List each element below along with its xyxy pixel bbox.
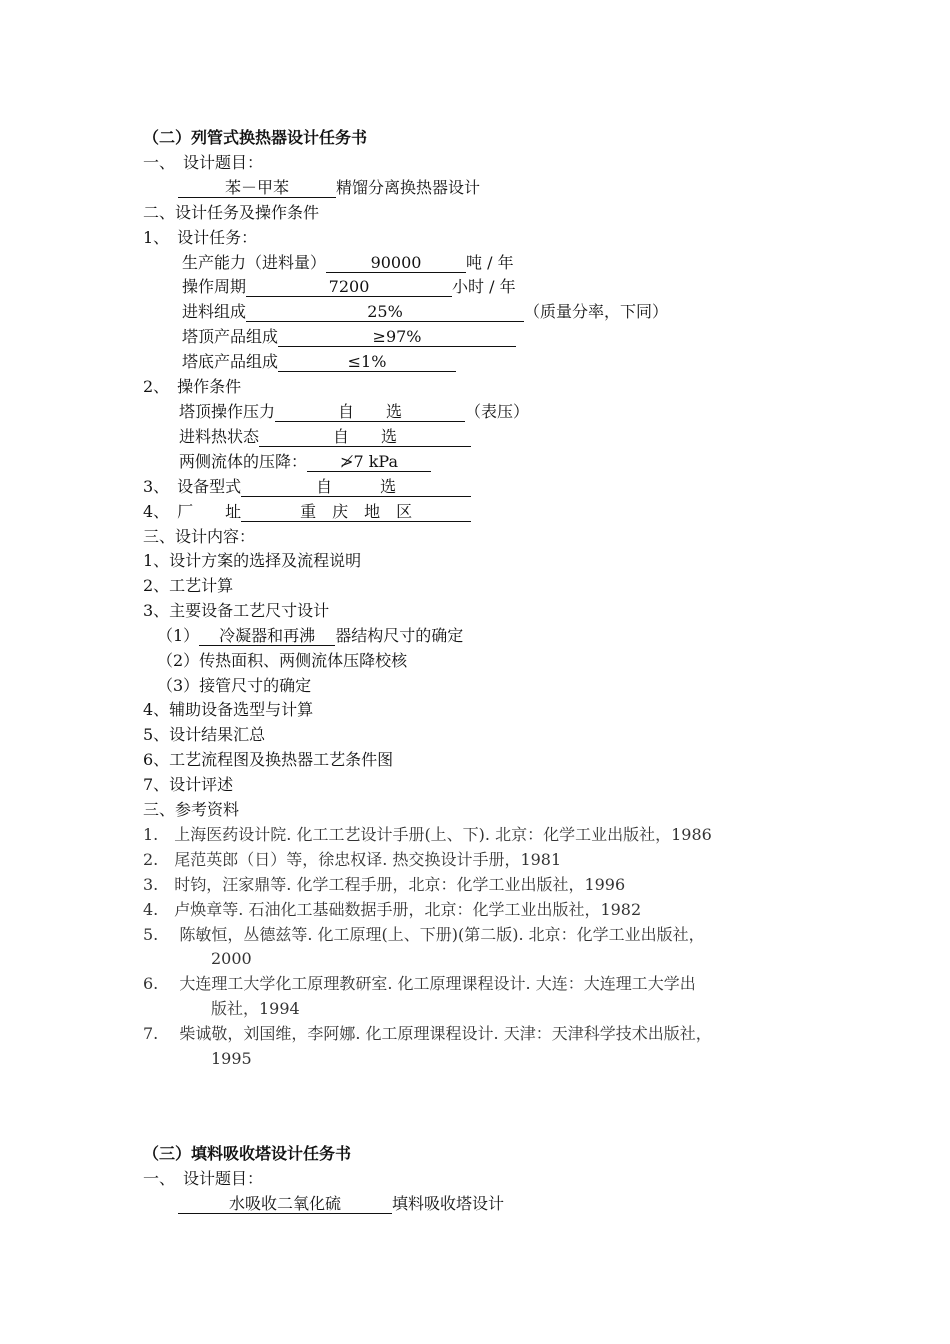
content-item: 4、辅助设备选型与计算 — [143, 700, 314, 719]
capacity-unit: 吨 / 年 — [466, 253, 514, 272]
bottom-value: ≤1% — [278, 352, 456, 372]
task1-label: 1、 设计任务： — [143, 228, 258, 247]
task3-label: 3、 设备型式 — [143, 477, 242, 496]
drop-value: ≯7 kPa — [307, 452, 431, 472]
content-item: 5、设计结果汇总 — [143, 725, 266, 744]
reference-item: 6. 大连理工大学化工原理教研室. 化工原理课程设计. 大连：大连理工大学出 — [143, 974, 696, 993]
task3-line — [143, 477, 471, 497]
capacity-value: 90000 — [326, 253, 466, 273]
top-line — [182, 327, 516, 347]
section3-heading: （三）填料吸收塔设计任务书 — [143, 1144, 352, 1163]
content-item: 3、主要设备工艺尺寸设计 — [143, 601, 330, 620]
feed-state-value: 自 选 — [259, 427, 471, 447]
topic-line — [178, 178, 480, 198]
section3-topic-fill: 水吸收二氧化硫 — [178, 1194, 392, 1214]
sub1-fill: 冷凝器和再沸 — [199, 626, 335, 646]
reference-item: 3. 时钧，汪家鼎等. 化学工程手册，北京：化学工业出版社，1996 — [143, 875, 626, 894]
topic-fill: 苯－甲苯 — [178, 178, 336, 198]
content-item: 7、设计评述 — [143, 775, 234, 794]
content-heading: 三、设计内容： — [143, 527, 256, 546]
period-value: 7200 — [246, 277, 452, 297]
sub1-prefix: （1） — [157, 626, 200, 645]
feed-state-label: 进料热状态 — [179, 427, 260, 446]
topic-suffix: 精馏分离换热器设计 — [336, 178, 481, 197]
period-unit: 小时 / 年 — [452, 277, 516, 296]
capacity-label: 生产能力（进料量） — [182, 253, 327, 272]
capacity-line — [182, 253, 514, 273]
period-label: 操作周期 — [182, 277, 247, 296]
reference-item: 7. 柴诚敬，刘国维，李阿娜. 化工原理课程设计. 天津：天津科学技术出版社， — [143, 1024, 712, 1043]
reference-item: 4. 卢焕章等. 石油化工基础数据手册，北京：化学工业出版社，1982 — [143, 900, 642, 919]
refs-heading: 三、参考资料 — [143, 800, 240, 819]
content-item: 1、设计方案的选择及流程说明 — [143, 551, 362, 570]
top-label: 塔顶产品组成 — [182, 327, 279, 346]
bottom-label: 塔底产品组成 — [182, 352, 279, 371]
task3-value: 自 选 — [241, 477, 471, 497]
feed-value: 25% — [246, 302, 524, 322]
task4-line — [143, 502, 471, 522]
task4-value: 重 庆 地 区 — [241, 502, 471, 522]
drop-line — [179, 452, 431, 472]
task4-label: 4、 厂 址 — [143, 502, 242, 521]
section2-heading: （二）列管式换热器设计任务书 — [143, 128, 368, 147]
drop-label: 两侧流体的压降： — [179, 452, 308, 471]
reference-item-continuation: 2000 — [211, 949, 252, 968]
section3-topic-label: 一、 设计题目： — [143, 1169, 264, 1188]
sub3-line: （3）接管尺寸的确定 — [157, 676, 312, 695]
sub2-line: （2）传热面积、两侧流体压降校核 — [157, 651, 408, 670]
content-item: 6、工艺流程图及换热器工艺条件图 — [143, 750, 394, 769]
pressure-value: 自 选 — [275, 402, 465, 422]
content-item: 2、工艺计算 — [143, 576, 234, 595]
feed-state-line — [179, 427, 471, 447]
reference-item-continuation: 版社，1994 — [211, 999, 300, 1018]
reference-item: 5. 陈敏恒，丛德兹等. 化工原理(上、下册)(第二版). 北京：化学工业出版社， — [143, 925, 705, 944]
reference-item: 1. 上海医药设计院. 化工工艺设计手册(上、下). 北京：化学工业出版社，1986 — [143, 825, 712, 844]
feed-note: （质量分率，下同） — [524, 302, 669, 321]
pressure-note: （表压） — [465, 402, 530, 421]
feed-label: 进料组成 — [182, 302, 247, 321]
reference-item-continuation: 1995 — [211, 1049, 252, 1068]
section3-topic-line — [178, 1194, 504, 1214]
tasks-heading: 二、设计任务及操作条件 — [143, 203, 320, 222]
topic-label: 一、 设计题目： — [143, 153, 264, 172]
bottom-line — [182, 352, 456, 372]
reference-item: 2. 尾范英郎（日）等，徐忠权译. 热交换设计手册，1981 — [143, 850, 562, 869]
feed-line — [182, 302, 668, 322]
task2-label: 2、 操作条件 — [143, 377, 242, 396]
sub1-suffix: 器结构尺寸的确定 — [335, 626, 464, 645]
top-value: ≥97% — [278, 327, 516, 347]
pressure-label: 塔顶操作压力 — [179, 402, 276, 421]
sub1-line — [157, 626, 463, 646]
section3-topic-suffix: 填料吸收塔设计 — [392, 1194, 505, 1213]
period-line — [182, 277, 516, 297]
pressure-line — [179, 402, 529, 422]
